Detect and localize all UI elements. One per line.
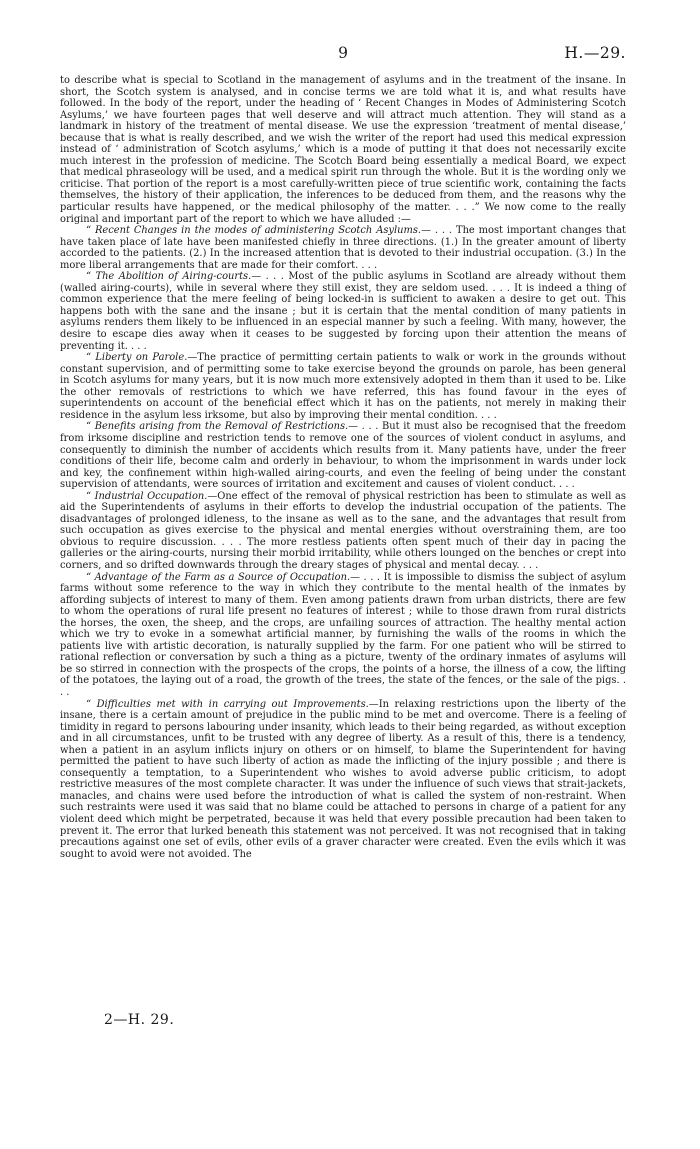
page-number: 9 xyxy=(338,44,348,62)
section-heading: “ Recent Changes in the modes of administering Scotch Asylums.— . . . xyxy=(86,225,453,237)
paragraph-text: In relaxing restrictions upon the liberty of the insane, there is a certain amount of prejudice in the public mind to be met and overcome. There is a feeling of timidity in regard to persons labouring under insanity, which leads to their being regarded, as without exception and in all circumstances, unfit to be trusted with any degree of liberty. As a result of this, there is a tendency, when a patient in an asylum inflicts injury on others or on himself, to blame the Superintendent for having permitted the patient to have such liberty of action as made the inflicting of the injury possible ; and there is consequently a temptation, to a Superintendent who wishes to avoid adverse public criticism, to adopt restrictive measures of the most complete character. It was under the influence of such views that strait-jackets, manacles, and chains were used before the introduction of what is called the system of non-restraint. When such restraints were used it was said that no blame could be attached to persons in charge of a patient for any violent deed which might be perpetrated, because it was held that every possible precaution had been taken to prevent it. The error that lurked beneath this statement was not perceived. It was not recognised that in taking precautions against one set of evils, other evils of a graver character were created. Even the evils which it was sought to avoid were not avoided. The xyxy=(60,698,626,860)
paragraph xyxy=(60,271,626,352)
paragraph xyxy=(60,572,626,699)
paragraph-text: It is impossible to dismiss the subject of asylum farms without some reference to the way in which they contribute to the mental health of the inmates by affording subjects of interest to many of them. Even among patients drawn from urban districts, there are few to whom the operations of rural life present no features of interest ; while to those drawn from rural districts the horses, the oxen, the sheep, and the crops, are unfailing sources of attraction. The healthy mental action which we try to evoke in a somewhat artificial manner, by furnishing the walls of the rooms in which the patients live with artistic decoration, is naturally supplied by the farm. For one patient who will be stirred to rational reflection or conversation by such a thing as a picture, twenty of the ordinary inmates of asylums will be so stirred in connection with the prospects of the crops, the points of a horse, the illness of a cow, the lifting of the potatoes, the laying out of a road, the growth of the trees, the state of the fences, or the sale of the pigs. . . . xyxy=(60,571,626,698)
document-id: H.—29. xyxy=(564,44,626,62)
paragraph-text: The most important changes that have taken place of late have been manifested chiefly in three directions. (1.) In the greater amount of liberty accorded to the patients. (2.) In the increased attention that is devoted to their industrial occupation. (3.) In the more liberal arrangements that are made for their comfort. . . . xyxy=(60,225,626,271)
page-header xyxy=(60,44,626,66)
section-heading: “ Benefits arising from the Removal of Restrictions.— . . . xyxy=(86,421,379,433)
paragraph-text: to describe what is special to Scotland in the management of asylums and in the treatment of the insane. In short, the Scotch system is analysed, and in concise terms we are told what it is, and what results have followed. In the body of the report, under the heading of ‘ Recent Changes in Modes of Administering Scotch Asylums,’ we have fourteen pages that well deserve and will attract much attention. They will stand as a landmark in history of the treatment of mental disease. We use the expression ‘treatment of mental disease,’ because that is what is really described, and we wish the writer of the report had used this medical expression instead of ‘ administration of Scotch asylums,’ which is a mode of putting it that does not necessarily excite much interest in the profession of medicine. The Scotch Board being essentially a medical Board, we expect that medical phraseology will be used, and a medical spirit run through the whole. But it is the wording only we criticise. That portion of the report is a most carefully-written piece of true scientific work, containing the facts themselves, the history of their application, the inferences to be deduced from them, and the reasons why the particular results have happened, or the medical philosophy of the matter. . . .” We now come to the really original and important part of the report to which we have alluded :— xyxy=(60,75,626,225)
paragraph xyxy=(60,699,626,861)
section-heading: “ Difficulties met with in carrying out Improvements.— xyxy=(86,698,379,710)
paragraph-text: . . . Most of the public asylums in Scotland are already without them (walled airing-courts), while in several where they still exist, they are seldom used. . . . It is indeed a thing of common experience that the mere feeling of being locked-in is sufficient to awaken a desire to get out. This happens both with the sane and the insane ; but it is certain that the mental condition of many patients in asylums renders them likely to be influenced in an especial manner by such a feeling. With many, however, the desire to escape dies away when it ceases to be suggested by forcing upon their attention the means of preventing it. . . . xyxy=(60,271,626,352)
paragraph xyxy=(60,421,626,490)
body-text xyxy=(60,75,626,860)
paragraph-text: The practice of permitting certain patients to walk or work in the grounds without constant supervision, and of permitting some to take exercise beyond the grounds on parole, has been general in Scotch asylums for many years, but it is now much more extensively adopted in them than it used to be. Like the other removals of restrictions to which we have referred, this has found favour in the eyes of superintendents on account of the beneficial effect which it has on the patients, not merely in making their residence in the asylum less irksome, but also by improving their mental condition. . . . xyxy=(60,352,626,421)
section-heading: “ The Abolition of Airing-courts.— xyxy=(86,271,262,283)
signature-mark: 2—H. 29. xyxy=(104,1012,175,1028)
section-heading: “ Liberty on Parole.— xyxy=(86,352,198,364)
section-heading: “ Industrial Occupation.— xyxy=(86,490,218,502)
paragraph xyxy=(60,75,626,225)
paragraph xyxy=(60,225,626,271)
paragraph xyxy=(60,352,626,421)
paragraph-text: One effect of the removal of physical restriction has been to stimulate as well as aid the Superintendents of asylums in their efforts to develop the industrial occupation of the patients. The disadvantages of prolonged idleness, to the insane as well as to the sane, and the advantages that result from such occupation as gives exercise to the physical and mental energies without overstraining them, are too obvious to require discussion. . . . The more restless patients often spent much of their day in pacing the galleries or the airing-courts, nursing their morbid irritability, while others lounged on the benches or crept into corners, and so drifted downwards through the dreary stages of physical and mental decay. . . . xyxy=(60,490,626,571)
paragraph xyxy=(60,491,626,572)
section-heading: “ Advantage of the Farm as a Source of Occupation.— . . . xyxy=(86,571,381,583)
paragraph-text: But it must also be recognised that the freedom from irksome discipline and restriction tends to remove one of the sources of violent conduct in asylums, and consequently to diminish the number of accidents which results from it. Many patients have, under the freer conditions of their life, become calm and orderly in behaviour, to whom the imprisonment in wards under lock and key, the confinement within high-walled airing-courts, and even the feeling of being under the constant supervision of attendants, were sources of irritation and excitement and causes of violent conduct. . . . xyxy=(60,421,626,491)
